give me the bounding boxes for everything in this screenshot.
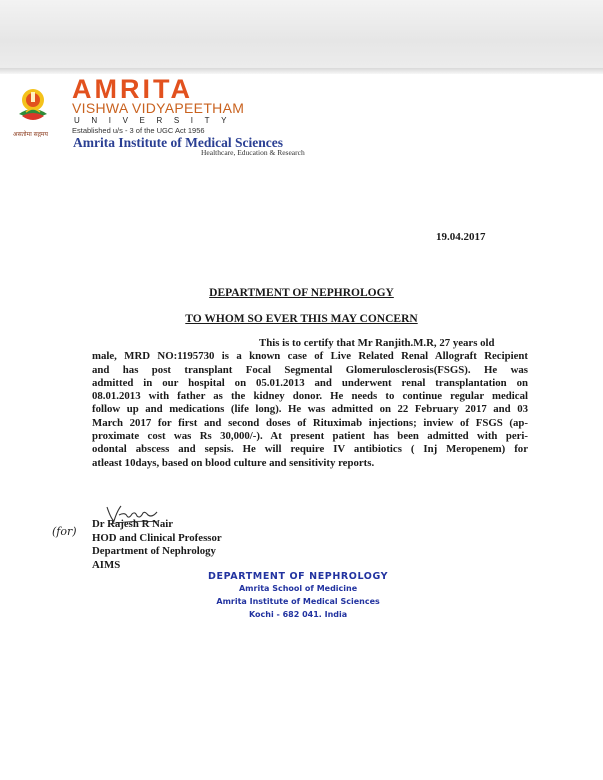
brand-subtitle: VISHWA VIDYAPEETHAM <box>72 100 245 116</box>
body-line: male, MRD NO:1195730 is a known case of Live Related Renal Allograft Recipient <box>92 350 528 363</box>
scan-top-band <box>0 0 603 68</box>
body-line: atleast 10days, based on blood culture and sensitivity reports. <box>92 456 375 469</box>
body-line: admitted in our hospital on 05.01.2013 and underwent renal transplantation on <box>92 376 528 389</box>
signer-org: AIMS <box>92 558 121 571</box>
university-label: UNIVERSITY <box>74 116 239 125</box>
amrita-lotus-logo-icon <box>16 86 50 126</box>
department-heading: DEPARTMENT OF NEPHROLOGY <box>209 287 394 299</box>
stamp-line: Amrita School of Medicine <box>238 584 358 593</box>
motto-text: असतोमा सद्गमय <box>13 131 48 138</box>
department-stamp <box>208 571 388 621</box>
signer-name: Dr Rajesh R Nair <box>92 518 174 530</box>
signer-title: HOD and Clinical Professor <box>92 531 222 544</box>
body-line: proximate cost was Rs 30,000/-). At present patient has been admitted with peri- <box>92 430 528 443</box>
signature-block <box>92 518 222 572</box>
body-line: odontal abscess and sepsis. He will require IV antibiotics ( Inj Meropenem) for <box>92 443 528 456</box>
letter-body <box>92 337 528 470</box>
body-line: follow up and medications (life long). He was admitted on 22 February 2017 and 03 <box>92 403 528 416</box>
stamp-line: Kochi - 682 041. India <box>248 610 348 619</box>
institute-tagline: Healthcare, Education & Research <box>201 148 305 157</box>
established-note: Established u/s - 3 of the UGC Act 1956 <box>72 126 205 135</box>
letter-date: 19.04.2017 <box>436 231 486 243</box>
brand-name: AMRITA <box>72 74 193 104</box>
body-line: 08.01.2013 with father as the kidney donor. He needs to continue regular medical <box>92 390 528 403</box>
for-mark: (for) <box>52 525 77 538</box>
body-line: March 2017 for first and second doses of Rituximab injections; inview of FSGS (ap- <box>92 416 528 429</box>
body-line: and has post transplant Focal Segmental Glomerulosclerosis(FSGS). He was <box>92 363 528 376</box>
stamp-line: DEPARTMENT OF NEPHROLOGY <box>208 571 389 582</box>
stamp-line: Amrita Institute of Medical Sciences <box>216 597 380 606</box>
subject-heading: TO WHOM SO EVER THIS MAY CONCERN <box>185 313 418 325</box>
body-line: This is to certify that Mr Ranjith.M.R, 27 years old <box>259 337 495 349</box>
institute-name: Amrita Institute of Medical Sciences <box>73 135 283 150</box>
signer-department: Department of Nephrology <box>92 545 216 557</box>
